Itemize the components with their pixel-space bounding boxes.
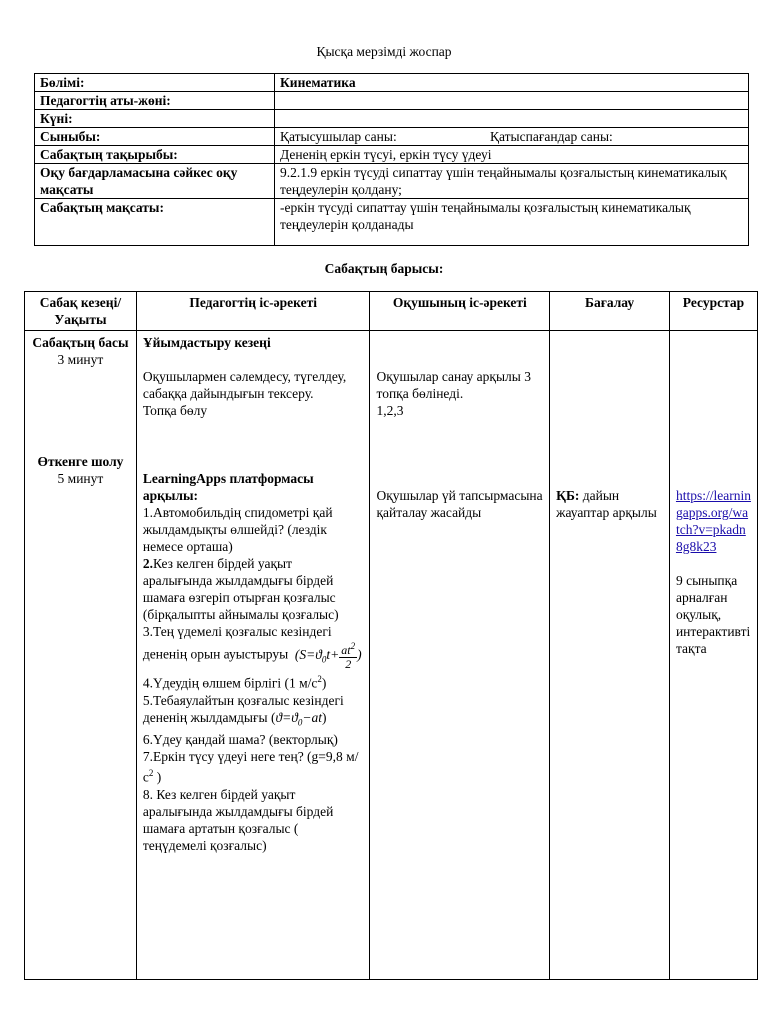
stage1-student-text2: 1,2,3 (376, 403, 404, 418)
stage2-name: Өткенге шолу (37, 454, 124, 469)
student-activity-cell (370, 331, 550, 980)
section-label: Бөлімі: (35, 74, 275, 92)
info-row-topic (35, 146, 749, 164)
stage1-time: 3 минут (57, 352, 104, 367)
section-value: Кинематика (275, 74, 749, 92)
header-student: Оқушының іс-әрекеті (370, 292, 550, 331)
goal-label: Сабақтың мақсаты: (35, 199, 275, 246)
header-teacher: Педагогтің іс-әрекеті (136, 292, 370, 331)
question-4: 4.Үдеудің өлшем бірлігі (1 $м/с^2$) (142, 674, 327, 691)
question-7: 7.Еркін түсу үдеуі неге тең? (g=9,8 $м/с^2$ ) (142, 749, 359, 785)
topic-label: Сабақтың тақырыбы: (35, 146, 275, 164)
stage2-assessment (556, 487, 663, 521)
stage-cell (25, 331, 137, 980)
info-table (34, 73, 749, 246)
stage1-teacher-text: Оқушылармен сәлемдесу, түгелдеу, сабаққа дайындығын тексеру. (142, 369, 347, 401)
question-1: 1.Автомобильдің спидометрі қай жылдамдықты өлшейді? (лездік немесе орташа) (142, 505, 333, 554)
date-value (275, 110, 749, 128)
class-value (275, 128, 749, 146)
objective-value: 9.2.1.9 еркін түсуді сипаттау үшін теңайнымалы қозғалыстың кинематикалық теңдеулерін қолдану; (275, 164, 749, 199)
header-assessment: Бағалау (550, 292, 670, 331)
question-5: 5.Тебаяулайтын қозғалыс кезіндегі дененің жылдамдығы $(ϑ=ϑ_0-at)$ (142, 692, 344, 728)
assessment-text: дайын жауаптар арқылы (556, 488, 657, 520)
stage1-name: Сабақтың басы (32, 335, 129, 350)
absent-label: Қатыспағандар саны: (490, 129, 613, 144)
stage1-teacher-text2: Топқа бөлу (142, 403, 208, 418)
teacher-value (275, 92, 749, 110)
info-row-class (35, 128, 749, 146)
question-2 (143, 555, 364, 623)
resources-cell (669, 331, 757, 980)
header-resources: Ресурстар (669, 292, 757, 331)
resource-text: 9 сыныпқа арналған оқулық, интерактивті тақта (675, 573, 751, 656)
class-label: Сыныбы: (35, 128, 275, 146)
teacher-activity-cell (136, 331, 370, 980)
formula-displacement: ($S=ϑ_0t+$ $\frac{at^2}{2}$ ) (294, 641, 362, 671)
formula-velocity: $ϑ=ϑ_0-at$ (275, 709, 322, 728)
question-7-text: 7.Еркін түсу үдеуі неге тең? (g=9,8 м/с (142, 749, 359, 785)
plan-header-row (25, 292, 758, 331)
info-row-date (35, 110, 749, 128)
question-8: 8. Кез келген бірдей уақыт аралығында жылдамдығы бірдей шамаға артатын қозғалыс ( теңүдемелі қозғалыс) (142, 786, 334, 853)
goal-value: -еркін түсуді сипаттау үшін теңайнымалы қозғалыстың кинематикалық теңдеулерін қолданады (275, 199, 749, 246)
assessment-label: ҚБ: (556, 488, 580, 503)
question-6: 6.Үдеу қандай шама? (векторлық) (142, 732, 338, 748)
stage2-student-text: Оқушылар үй тапсырмасына қайталау жасайды (376, 488, 543, 520)
stage1-teacher-heading: Ұйымдастыру кезеңі (142, 335, 271, 350)
question-4-text: 4.Үдеудің өлшем бірлігі (1 м/с (142, 675, 318, 691)
topic-value: Дененің еркін түсуі, еркін түсу үдеуі (275, 146, 749, 164)
question-2-text: Кез келген бірдей уақыт аралығында жылдамдығы бірдей шамаға өзгеріп отырған қозғалыс (бірқалыпты айнымалы қозғалыс) (142, 556, 339, 622)
header-stage: Сабақ кезеңі/ Уақыты (25, 292, 137, 331)
info-row-goal (35, 199, 749, 246)
plan-row (25, 331, 758, 980)
stage1-student-text: Оқушылар санау арқылы 3 топқа бөлінеді. (376, 369, 531, 401)
question-2-number: 2. (142, 556, 153, 571)
objective-label: Оқу бағдарламасына сәйкес оқу мақсаты (35, 164, 275, 199)
document-title: Қысқа мерзімді жоспар (316, 44, 452, 59)
question-3 (143, 623, 364, 671)
info-row-objective (35, 164, 749, 199)
date-label: Күні: (35, 110, 275, 128)
stage2-time: 5 минут (57, 471, 104, 486)
info-row-teacher (35, 92, 749, 110)
assessment-cell (550, 331, 670, 980)
lesson-plan-table (24, 291, 758, 980)
question-5-text: 5.Тебаяулайтын қозғалыс кезіндегі дененің жылдамдығы ( (142, 692, 344, 725)
resource-link[interactable]: https://learningapps.org/watch?v=pkadn8g8k23 (675, 488, 751, 554)
question-3-text: 3.Тең үдемелі қозғалыс кезіндегі дененің орын ауыстыруы (142, 624, 332, 662)
stage2-teacher-heading: LearningApps платформасы арқылы: (142, 471, 314, 503)
info-row-section (35, 74, 749, 92)
teacher-label: Педагогтің аты-жөні: (35, 92, 275, 110)
present-label: Қатысушылар саны: (280, 129, 397, 144)
lesson-progress-title: Сабақтың барысы: (324, 261, 444, 276)
